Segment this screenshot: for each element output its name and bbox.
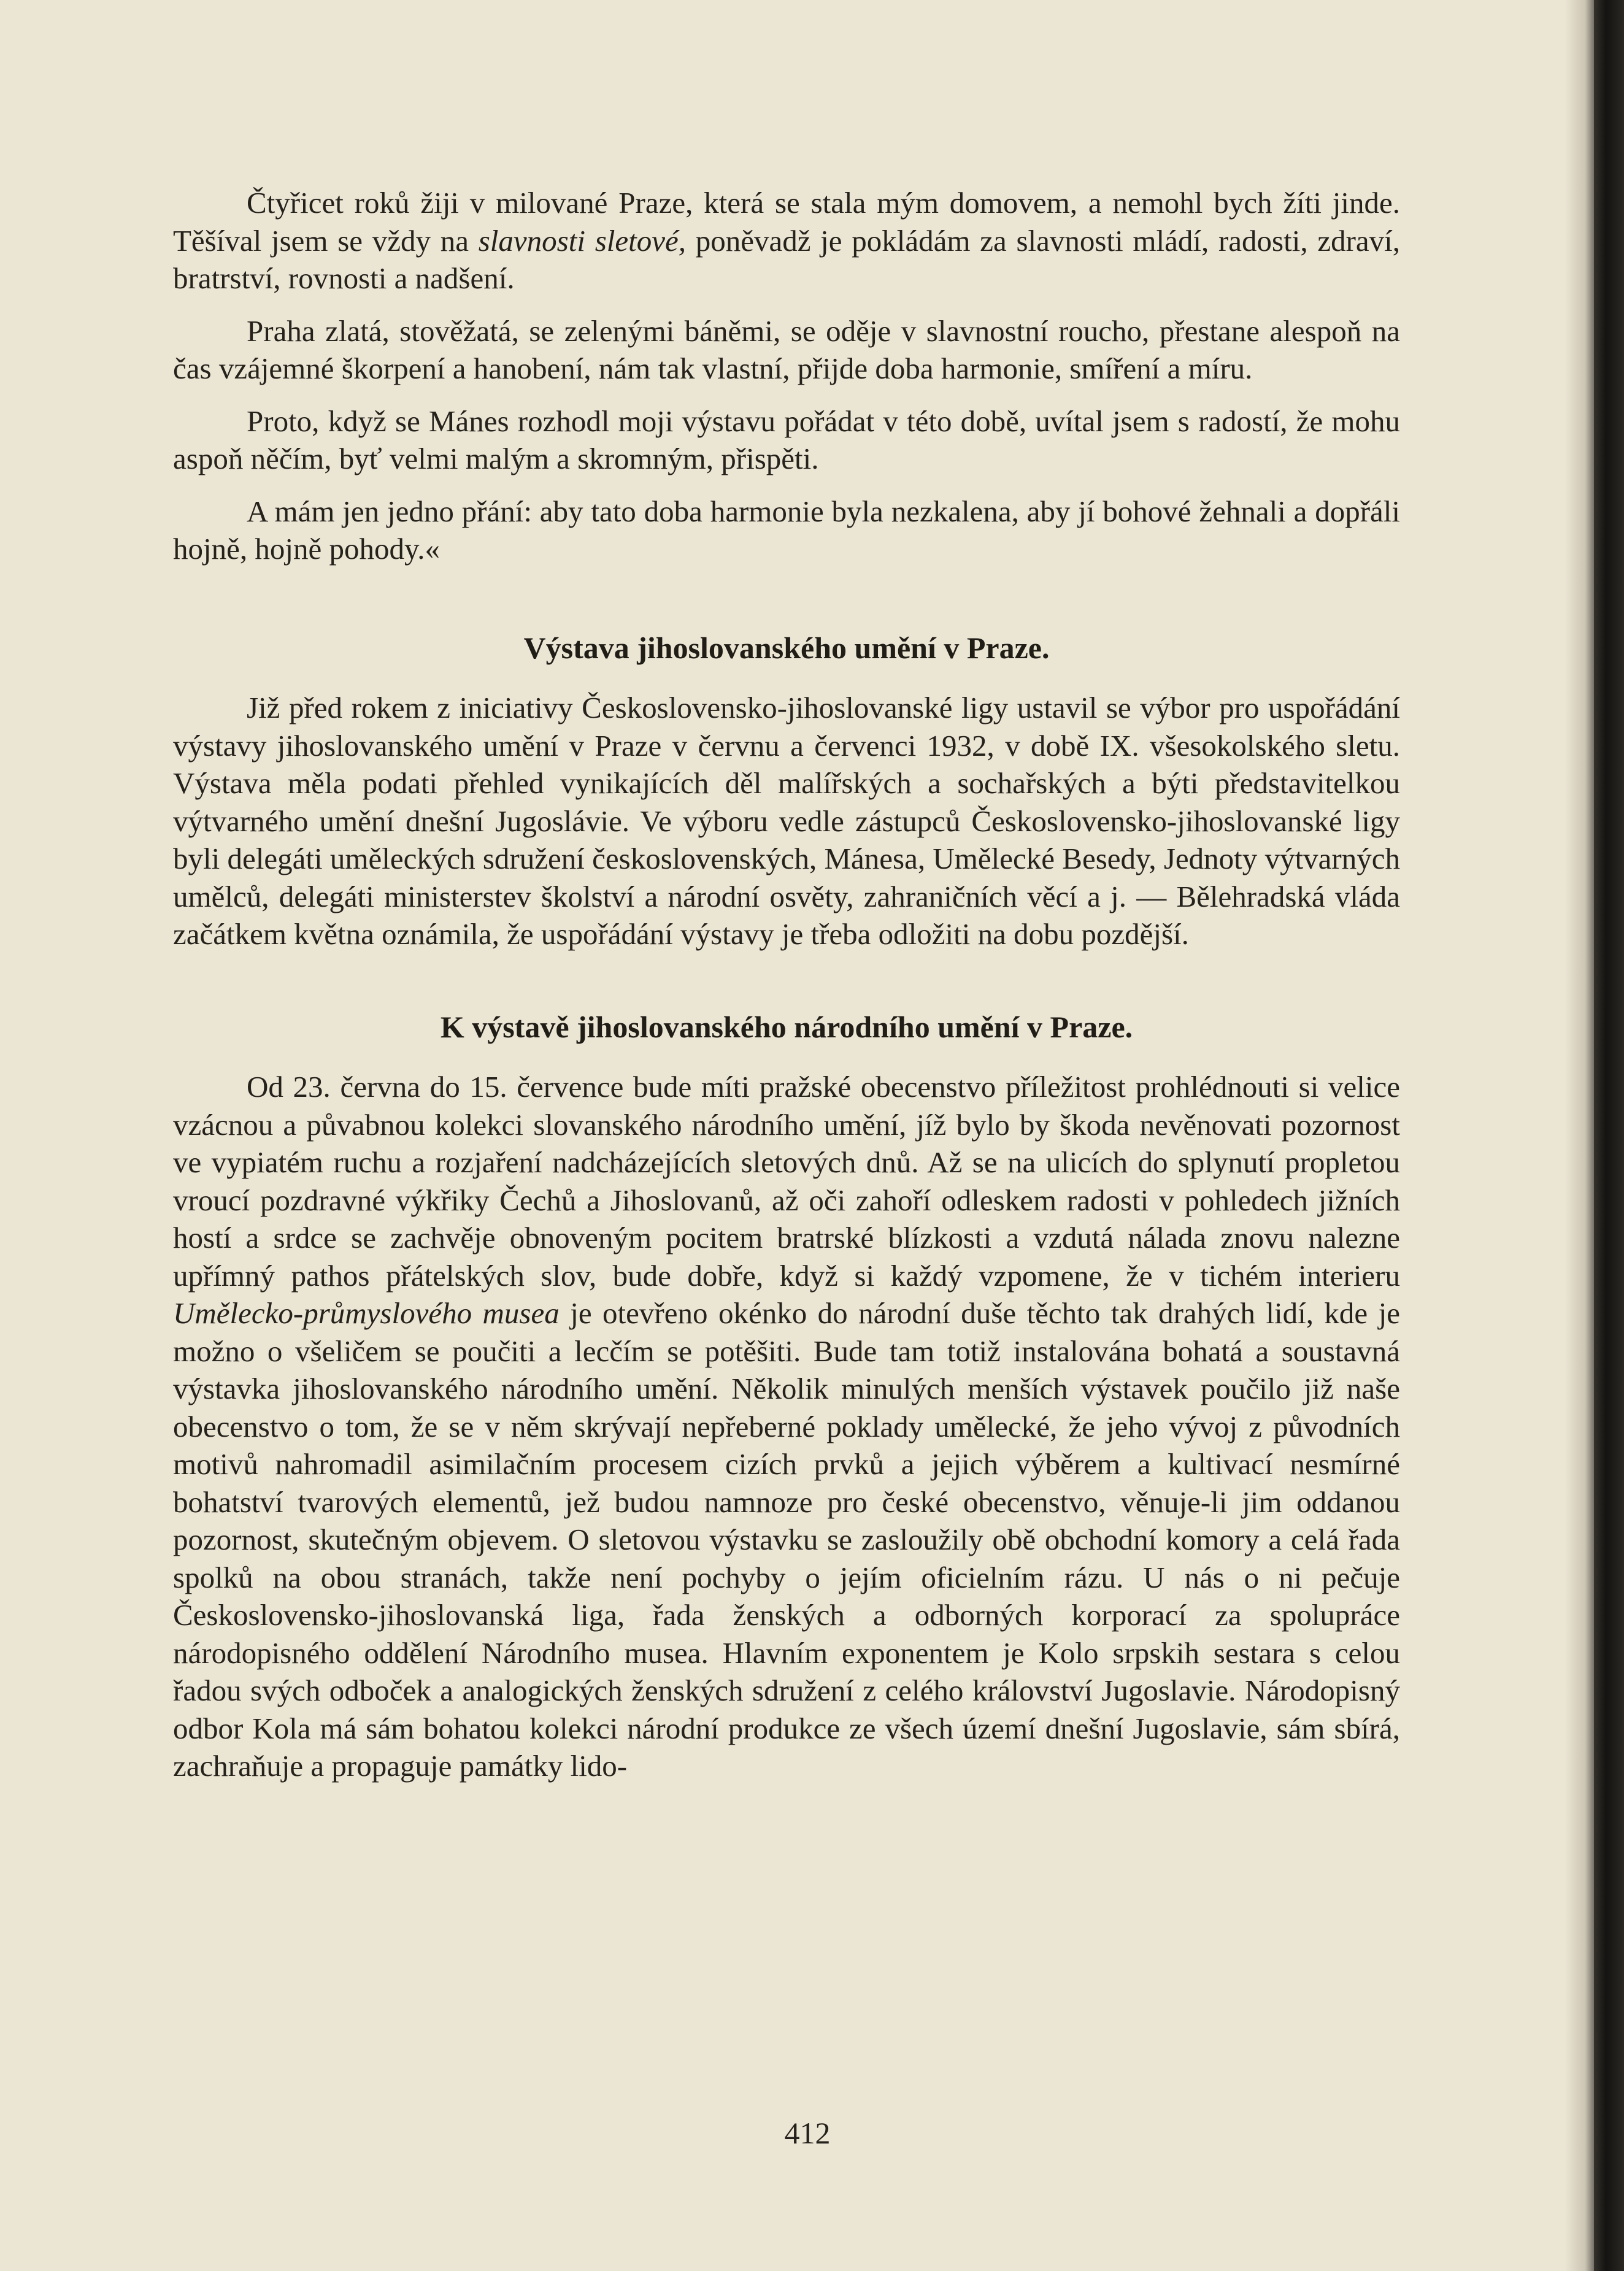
intro-paragraph-3: Proto, když se Mánes rozhodl moji výstavu pořádat v této době, uvítal jsem s radostí, že mohu aspoň něčím, byť velmi malým a skromným, přispěti. — [173, 404, 1400, 475]
intro-paragraph-4: A mám jen jedno přání: aby tato doba harmonie byla nezkalena, aby jí bohové žehnali a dopřáli hojně, hojně pohody.« — [173, 494, 1400, 566]
page-number: 412 — [784, 2116, 831, 2150]
intro-paragraph-1-text-a: Čtyřicet roků žiji v milované Praze, která se stala mým domovem, a nemohl bych žíti jinde. Těšíval jsem se vždy na — [173, 186, 1400, 258]
section-2-text-b: je otevřeno okénko do národní duše těchto tak drahých lidí, kde je možno o všeličem se poučiti a lecčím se potěšiti. Bude tam totiž instalována bohatá a soustavná výstavka jihoslovanského národního umění. Několik minulých menších výstavek poučilo již naše obecenstvo o tom, že se v něm skrývají nepřeberné poklady umělecké, že jeho vývoj z původních motivů nahromadil asimilačním procesem cizích prvků a jejich výběrem a kultivací nesmírné bohatství tvarových elementů, jež budou namnoze pro české obecenstvo, věnuje-li jim oddanou pozornost, skutečným objevem. O sletovou výstavku se zasloužily obě obchodní komory a celá řada spolků na obou stranách, takže není pochyby o jejím oficielním rázu. U nás o ni pečuje Československo-jihoslovanská liga, řada ženských a odborných korporací za spolupráce národopisného oddělení Národního musea. Hlavním exponentem je Kolo srpskih sestara s celou řadou svých odboček a analogických ženských sdružení z celého království Jugoslavie. Národopisný odbor Kola má sám bohatou kolekci národní produkce ze všech území dnešní Jugoslavie, sám sbírá, zachraňuje a propaguje památky lido- — [173, 1296, 1401, 1783]
intro-paragraph-1-text-b: poněvadž je pokládám za slavnosti mládí, radosti, zdraví, bratrství, rovnosti a nadšení. — [173, 223, 1400, 295]
section-1-paragraph: Již před rokem z iniciativy Československo-jihoslovanské ligy ustavil se výbor pro uspořádání výstavy jihoslovanského umění v Praze v červnu a červenci 1932, v době IX. všesokolského sletu. Výstava měla podati přehled vynikajících děl malířských a sochařských a býti představitelkou výtvarného umění dnešní Jugoslávie. Ve výboru vedle zástupců Československo-jihoslovanské ligy byli delegáti uměleckých sdružení československých, Mánesa, Umělecké Besedy, Jednoty výtvarných umělců, delegáti ministerstev školství a národní osvěty, zahraničních věcí a j. — Bělehradská vláda začátkem května oznámila, že uspořádání výstavy je třeba odložiti na dobu pozdější. — [173, 691, 1400, 951]
section-2-paragraph — [173, 1068, 1400, 1785]
section-2-italic: Umělecko-průmyslového musea — [173, 1296, 560, 1330]
page-text — [173, 184, 1400, 1785]
intro-paragraph-1 — [173, 184, 1400, 298]
section-1-heading: Výstava jihoslovanského umění v Praze. — [523, 630, 1050, 665]
section-2-text-a: Od 23. června do 15. července bude míti pražské obecenstvo příležitost prohlédnouti si velice vzácnou a půvabnou kolekci slovanského národního umění, jíž bylo by škoda nevěnovati pozornost ve vypiatém ruchu a rozjaření nadcházejících sletových dnů. Až se na ulicích do splynutí propletou vroucí pozdravné výkřiky Čechů a Jihoslovanů, až oči zahoří odleskem radosti v pohledech jižních hostí a srdce se zachvěje obnoveným pocitem bratrské blízkosti a vzdutá nálada znovu nalezne upřímný pathos přátelských slov, bude dobře, když si každý vzpomene, že v tichém interieru — [173, 1070, 1400, 1293]
intro-paragraph-2: Praha zlatá, stověžatá, se zelenými báněmi, se oděje v slavnostní roucho, přestane alespoň na čas vzájemné škorpení a hanobení, nám tak vlastní, přijde doba harmonie, smíření a míru. — [173, 313, 1400, 385]
section-2-heading: K výstavě jihoslovanského národního umění v Praze. — [440, 1009, 1133, 1044]
page-gutter-shadow — [1564, 0, 1594, 2271]
book-edge — [1594, 0, 1624, 2271]
intro-paragraph-1-italic: slavnosti sletové, — [478, 223, 686, 258]
